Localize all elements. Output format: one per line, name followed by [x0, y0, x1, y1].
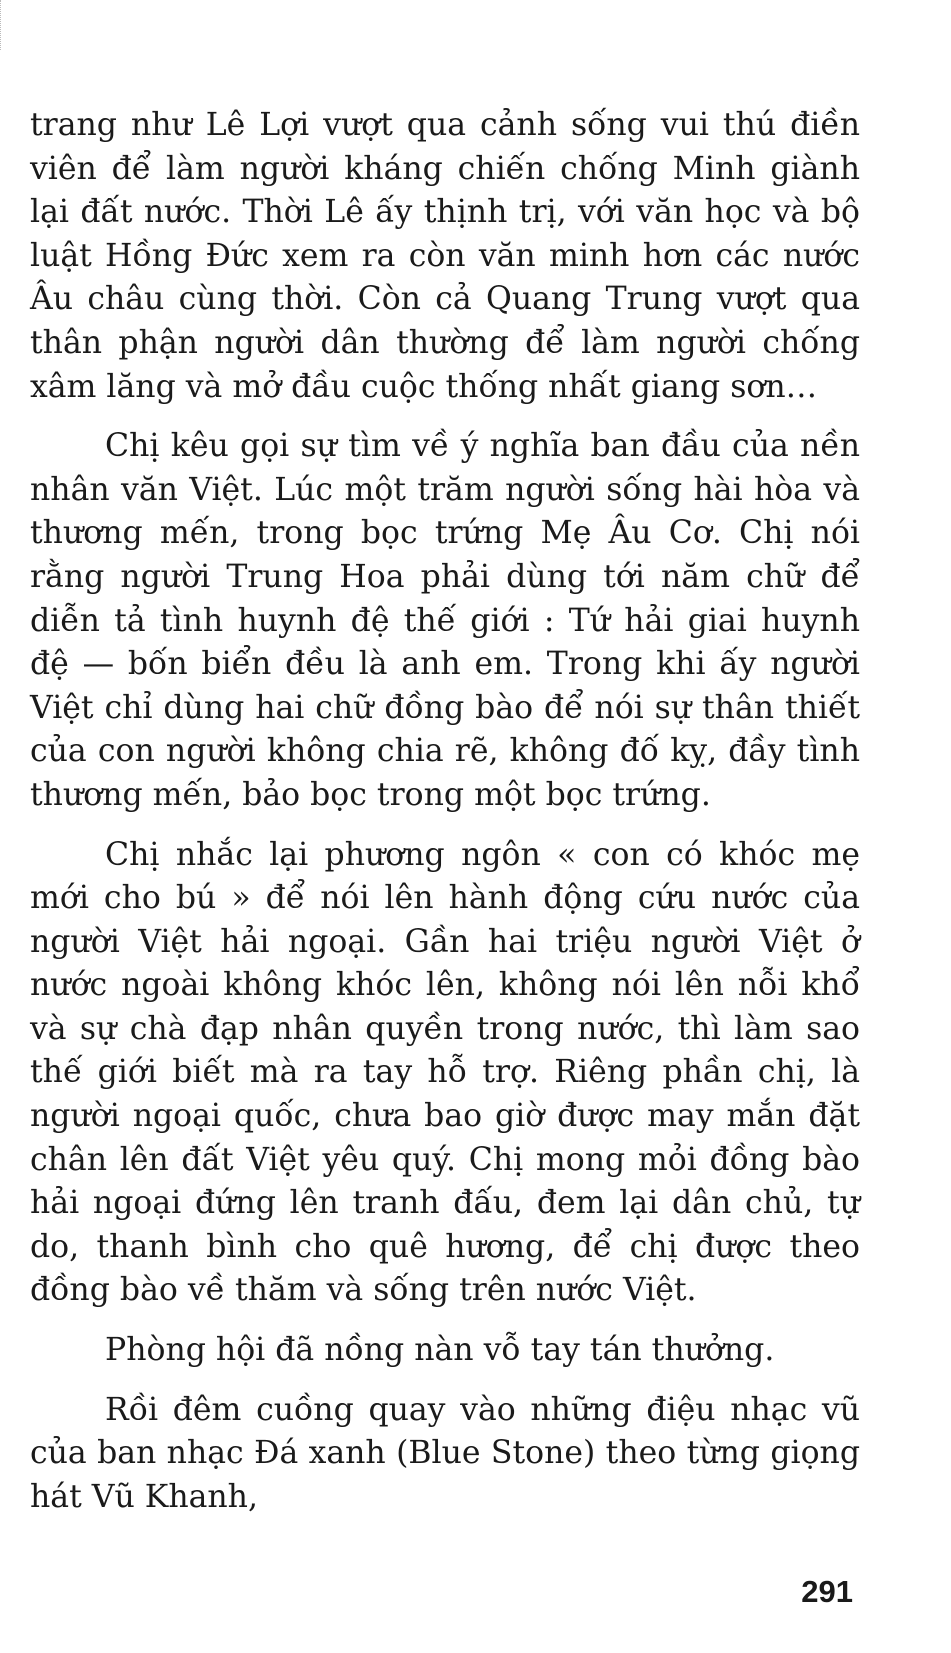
page-number: 291 — [801, 1574, 853, 1609]
paragraph-5: Rồi đêm cuồng quay vào những điệu nhạc vũ của ban nhạc Đá xanh (Blue Stone) theo từng giọng hát Vũ Khanh, — [30, 1391, 860, 1515]
paragraph-2: Chị kêu gọi sự tìm về ý nghĩa ban đầu của nền nhân văn Việt. Lúc một trăm người sống hài hòa và thương mến, trong bọc trứng Mẹ Âu Cơ. Chị nói rằng người Trung Hoa phải dùng tới năm chữ để diễn tả tình huynh đệ thế giới : Tứ hải giai huynh đệ — bốn biển đều là anh em. Trong khi ấy người Việt chỉ dùng hai chữ đồng bào để nói sự thân thiết của con người không chia rẽ, không đố kỵ, đầy tình thương mến, bảo bọc trong một bọc trứng. — [30, 428, 860, 813]
paragraph-3: Chị nhắc lại phương ngôn « con có khóc mẹ mới cho bú » để nói lên hành động cứu nước của người Việt hải ngoại. Gần hai triệu người Việt ở nước ngoài không khóc lên, không nói lên nỗi khổ và sự chà đạp nhân quyền trong nước, thì làm sao thế giới biết mà ra tay hỗ trợ. Riêng phần chị, là người ngoại quốc, chưa bao giờ được may mắn đặt chân lên đất Việt yêu quý. Chị mong mỏi đồng bào hải ngoại đứng lên tranh đấu, đem lại dân chủ, tự do, thanh bình cho quê hương, để chị được theo đồng bào về thăm và sống trên nước Việt. — [30, 836, 860, 1309]
scan-edge-mark — [0, 0, 11, 50]
body-text — [30, 104, 860, 1519]
paragraph-1: trang như Lê Lợi vượt qua cảnh sống vui thú điền viên để làm người kháng chiến chống Minh giành lại đất nước. Thời Lê ấy thịnh trị, với văn học và bộ luật Hồng Đức xem ra còn văn minh hơn các nước Âu châu cùng thời. Còn cả Quang Trung vượt qua thân phận người dân thường để làm người chống xâm lăng và mở đầu cuộc thống nhất giang sơn… — [30, 107, 860, 405]
paragraph-4: Phòng hội đã nồng nàn vỗ tay tán thưởng. — [105, 1332, 775, 1369]
